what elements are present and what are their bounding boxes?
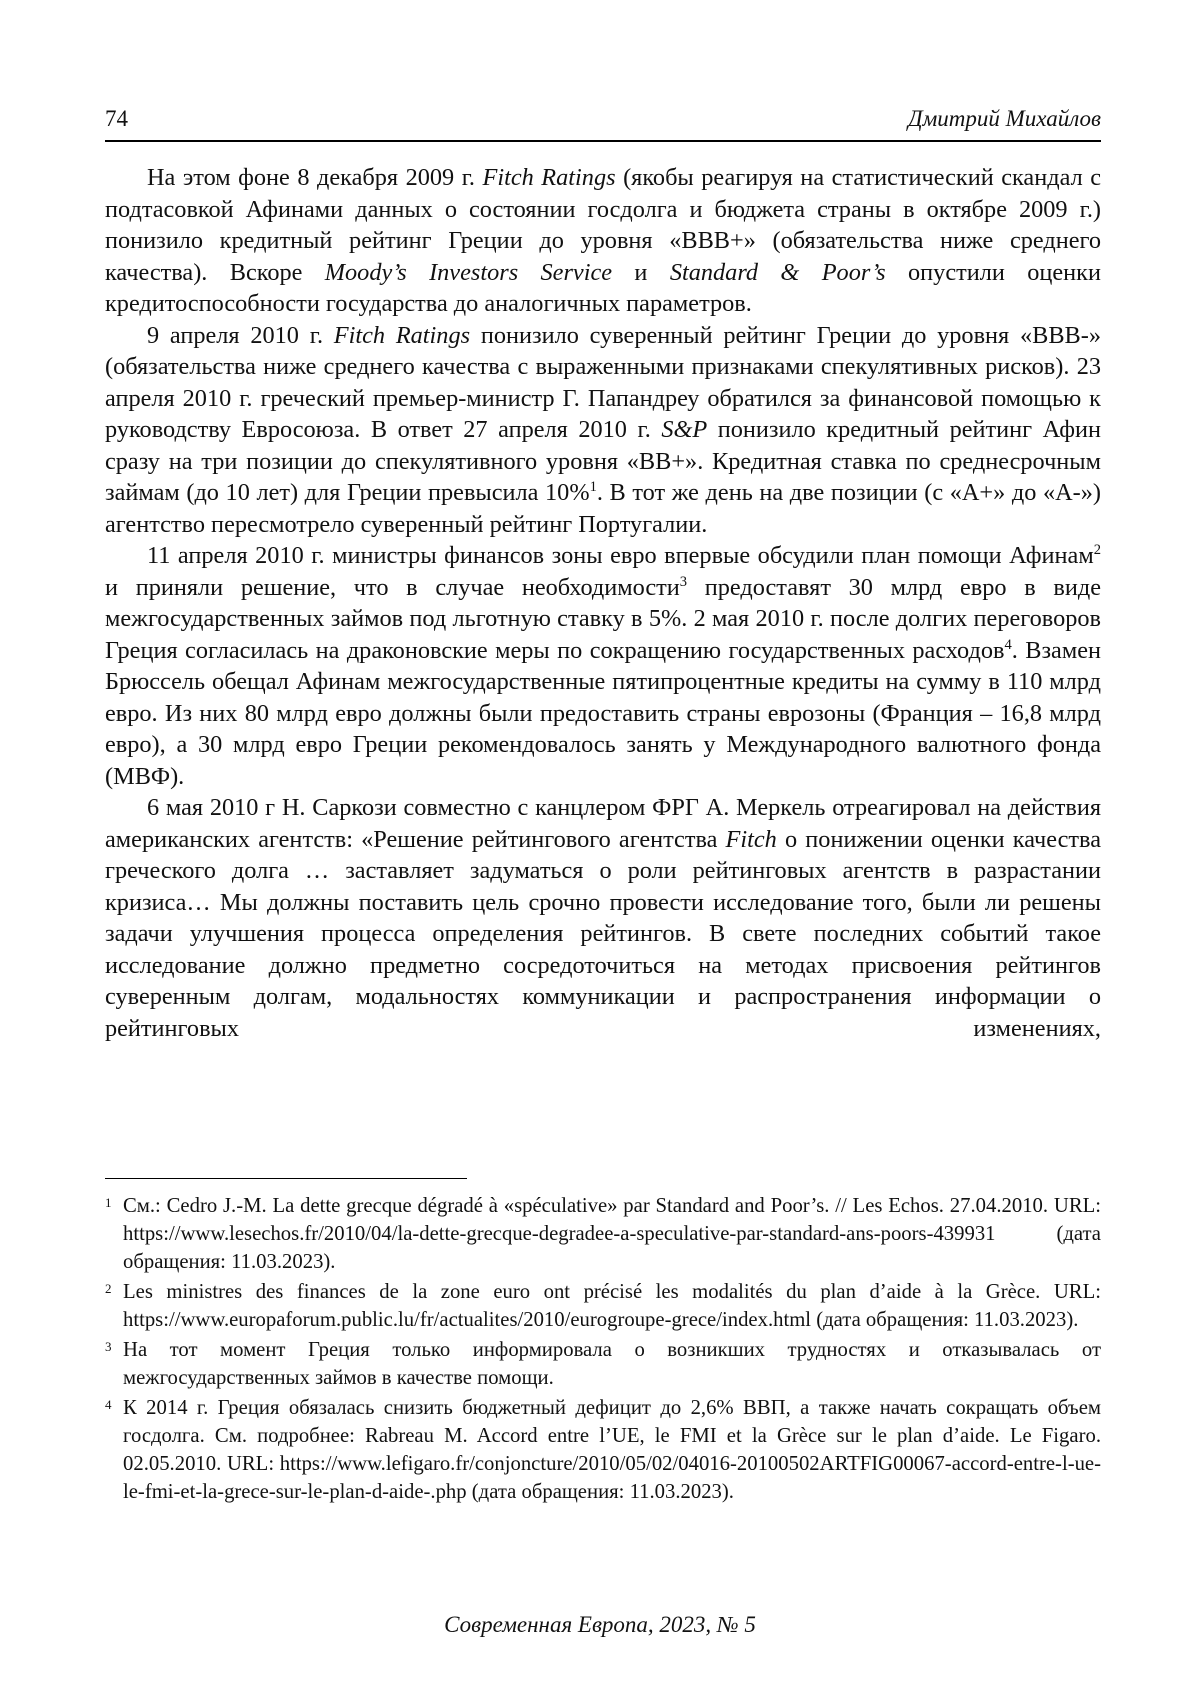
italic-term: Moody’s Investors Service xyxy=(324,258,613,286)
text-run: 6 мая 2010 г Н. Саркози совместно с канцлером ФРГ А. Меркель отреагировал на действия американских агентств: «Решение рейтингового агентства xyxy=(105,794,1101,853)
italic-term: Fitch xyxy=(725,825,777,853)
text-run: 11 апреля 2010 г. министры финансов зоны евро впервые обсудили план помощи Афинам xyxy=(147,542,1094,569)
text-run: На этом фоне 8 декабря 2009 г. xyxy=(147,164,483,191)
footnote xyxy=(105,1336,1101,1392)
footnote-text: На тот момент Греция только информировала о возникших трудностях и отказывалась от межгосударственных займов в качестве помощи. xyxy=(123,1339,1101,1389)
footnote-number: 1 xyxy=(105,1195,112,1210)
footnotes xyxy=(105,1192,1101,1508)
text-run: и xyxy=(612,258,670,286)
text-run: предоставят 30 млрд евро в виде межгосударственных займов под льготную ставку в 5%. 2 мая 2010 г. после долгих переговоров Греция согласилась на драконовские меры по сокращению государственных расходов xyxy=(105,573,1101,664)
footnote-number: 4 xyxy=(105,1397,112,1412)
text-run: и приняли решение, что в случае необходимости xyxy=(105,573,680,601)
footnote-text: К 2014 г. Греция обязалась снизить бюджетный дефицит до 2,6% ВВП, а также начать сокращать объем госдолга. См. подробнее: Rabreau M. Accord entre l’UE, le FMI et la Grèce sur le plan d’aide. Le Figaro. 02.05.2010. URL: https://www.lefigaro.fr/conjoncture/2010/05/02/04016-20100502ARTFIG00067-accord-entre-l-ue-le-fmi-et-la-grece-sur-le-plan-d-aide-.php (дата обращения: 11.03.2023). xyxy=(123,1397,1101,1503)
text-run: о понижении оценки качества греческого долга … заставляет задуматься о роли рейтинговых агентств в разрастании кризиса… Мы должны поставить цель срочно провести исследование того, были ли решены задачи улучшения процесса определения рейтингов. В свете последних событий такое исследование должно предметно сосредоточиться на методах присвоения рейтингов суверенным долгам, модальностях коммуникации и распространения информации о рейтинговых изменениях, xyxy=(105,825,1101,1042)
footnote-separator xyxy=(105,1178,467,1179)
footnote xyxy=(105,1278,1101,1334)
article-body xyxy=(105,162,1101,1044)
paragraph xyxy=(105,162,1101,320)
page-header xyxy=(105,104,1101,142)
text-run: опустили оценки кредитоспособности государства до аналогичных параметров. xyxy=(105,258,1101,317)
text-run: понизило кредитный рейтинг Афин сразу на три позиции до спекулятивного уровня «BB+». Кредитная ставка по среднесрочным займам (до 10 лет) для Греции превысила 10% xyxy=(105,416,1101,506)
paragraph xyxy=(105,540,1101,792)
page-number: 74 xyxy=(105,106,128,131)
journal-footer: Современная Европа, 2023, № 5 xyxy=(444,1612,756,1637)
text-run: (якобы реагируя на статистический скандал с подтасовкой Афинами данных о состоянии госдолга и бюджета страны в октябре 2009 г.) понизило кредитный рейтинг Греции до уровня «BBB+» (обязательства ниже среднего качества). Вскоре xyxy=(105,164,1102,286)
text-run: 9 апреля 2010 г. xyxy=(147,321,334,349)
text-run: . Взамен Брюссель обещал Афинам межгосударственные пятипроцентные кредиты на сумму в 110 млрд евро. Из них 80 млрд евро должны были предоставить страны еврозоны (Франция – 16,8 млрд евро), а 30 млрд евро Греции рекомендовалось занять у Международного валютного фонда (МВФ). xyxy=(105,636,1101,790)
footnote xyxy=(105,1394,1101,1506)
italic-term: Standard & Poor’s xyxy=(669,258,886,286)
footnote-text: Les ministres des finances de la zone euro ont précisé les modalités du plan d’aide à la Grèce. URL: https://www.europaforum.public.lu/fr/actualites/2010/eurogroupe-grece/index.html (дата обращения: 11.03.2023). xyxy=(123,1281,1101,1331)
footnote xyxy=(105,1192,1101,1276)
footnote-ref: 2 xyxy=(1093,541,1101,558)
paragraph xyxy=(105,792,1101,1044)
footnote-ref: 1 xyxy=(589,478,597,495)
footnote-number: 2 xyxy=(105,1281,112,1296)
paragraph xyxy=(105,320,1101,541)
text-run: понизило суверенный рейтинг Греции до уровня «BBB-» (обязательства ниже среднего качества с выраженными признаками спекулятивных рисков). 23 апреля 2010 г. греческий премьер-министр Г. Папандреу обратился за финансовой помощью к руководству Евросоюза. В ответ 27 апреля 2010 г. xyxy=(105,321,1101,443)
footnote-text: См.: Cedro J.-M. La dette grecque dégradé à «spéculative» par Standard and Poor’s. // Les Echos. 27.04.2010. URL: https://www.lesechos.fr/2010/04/la-dette-grecque-degradee-a-speculative-par-standard-ans-poors-439931 (дата обращения: 11.03.2023). xyxy=(123,1195,1101,1273)
text-run: . В тот же день на две позиции (с «A+» до «A-») агентство пересмотрело суверенный рейтинг Португалии. xyxy=(105,479,1101,538)
italic-term: Fitch Ratings xyxy=(482,164,616,191)
footnote-ref: 3 xyxy=(679,573,688,590)
italic-term: S&P xyxy=(661,416,708,443)
running-head-author: Дмитрий Михайлов xyxy=(907,106,1101,131)
footnote-ref: 4 xyxy=(1004,636,1012,653)
footnote-number: 3 xyxy=(105,1339,112,1354)
italic-term: Fitch Ratings xyxy=(333,321,471,349)
